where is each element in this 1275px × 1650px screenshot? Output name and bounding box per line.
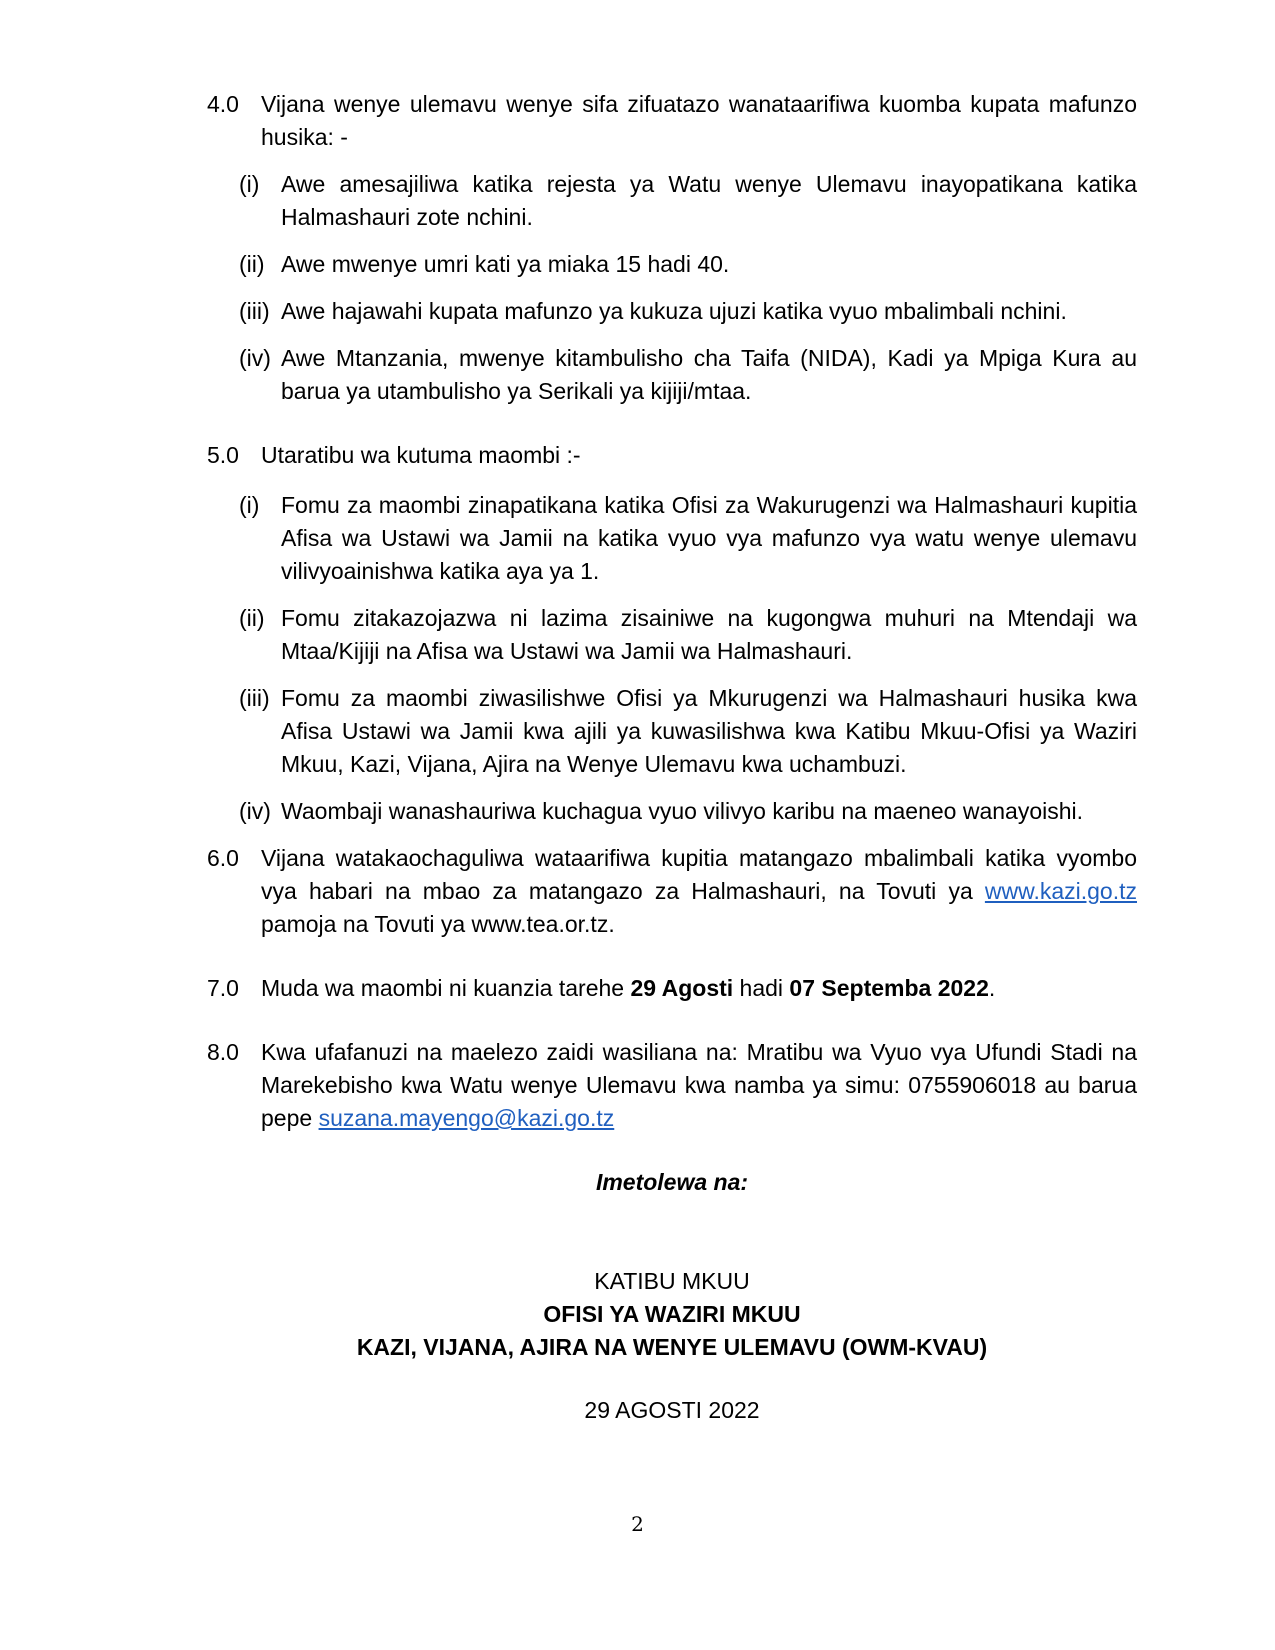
item-number: (iii) [239,685,270,711]
list-item [239,168,1137,234]
page-number: 2 [631,1512,644,1536]
section-text [261,1036,1137,1135]
section-6-text: Vijana watakaochaguliwa wataarifiwa kupitia matangazo mbalimbali katika vyombo vya habari na mbao za matangazo za Halmashauri, na Tovuti ya [261,845,1137,904]
section-7-text: Muda wa maombi ni kuanzia tarehe [261,975,631,1001]
section-6-text-end: pamoja na Tovuti ya www.tea.or.tz. [261,911,615,937]
list-item [239,248,1137,281]
issue-date: 29 AGOSTI 2022 [584,1397,760,1423]
section-number: 4.0 [207,91,239,117]
item-text: Awe amesajiliwa katika rejesta ya Watu wenye Ulemavu inayopatikana katika Halmashauri zote nchini. [281,171,1137,230]
item-text: Fomu za maombi ziwasilishwe Ofisi ya Mkurugenzi wa Halmashauri husika kwa Afisa Ustawi wa Jamii kwa ajili ya kuwasilishwa kwa Katibu Mkuu-Ofisi ya Waziri Mkuu, Kazi, Vijana, Ajira na Wenye Ulemavu kwa uchambuzi. [281,685,1137,777]
document-body [207,88,1137,1427]
section-5 [207,439,1137,472]
section-text: Utaratibu wa kutuma maombi :- [261,442,581,468]
kazi-website-link[interactable]: www.kazi.go.tz [984,878,1137,904]
section-number: 7.0 [207,975,239,1001]
section-7-period: . [988,975,996,1001]
list-item [239,602,1137,668]
section-text [261,842,1137,941]
section-8-text: Kwa ufafanuzi na maelezo zaidi wasiliana na: Mratibu wa Vyuo vya Ufundi Stadi na Marekebisho kwa Watu wenye Ulemavu kwa namba ya simu: 0755906018 au barua pepe [261,1039,1137,1131]
item-number: (i) [239,492,260,518]
section-6 [207,842,1137,941]
item-number: (iv) [239,798,271,824]
item-text: Fomu zitakazojazwa ni lazima zisainiwe na kugongwa muhuri na Mtendaji wa Mtaa/Kijiji na Afisa wa Ustawi wa Jamii wa Halmashauri. [281,605,1137,664]
item-number: (ii) [239,251,265,277]
section-7 [207,972,1137,1005]
list-item [239,682,1137,781]
item-text: Fomu za maombi zinapatikana katika Ofisi za Wakurugenzi wa Halmashauri kupitia Afisa wa Ustawi wa Jamii na katika vyuo vya mafunzo vya watu wenye ulemavu vilivyoainishwa katika aya ya 1. [281,492,1137,584]
section-number: 6.0 [207,845,239,871]
section-5-list [239,489,1137,828]
signatory-title: KATIBU MKUU [594,1268,750,1294]
item-number: (i) [239,171,260,197]
section-text [261,972,1137,1005]
ministry-name: KAZI, VIJANA, AJIRA NA WENYE ULEMAVU (OWM-KVAU) [356,1334,988,1360]
list-item [239,295,1137,328]
issued-by: Imetolewa na: [595,1169,749,1195]
office-name: OFISI YA WAZIRI MKUU [543,1301,801,1327]
item-text: Awe hajawahi kupata mafunzo ya kukuza ujuzi katika vyuo mbalimbali nchini. [281,298,1067,324]
section-text: Vijana wenye ulemavu wenye sifa zifuatazo wanataarifiwa kuomba kupata mafunzo husika: - [261,91,1137,150]
item-text: Awe mwenye umri kati ya miaka 15 hadi 40. [281,251,730,277]
item-text: Awe Mtanzania, mwenye kitambulisho cha Taifa (NIDA), Kadi ya Mpiga Kura au barua ya utambulisho ya Serikali ya kijiji/mtaa. [281,345,1137,404]
end-date: 07 Septemba 2022 [789,975,989,1001]
start-date: 29 Agosti [630,975,734,1001]
list-item [239,342,1137,408]
item-number: (iii) [239,298,270,324]
list-item [239,489,1137,588]
section-4-list [239,168,1137,408]
section-8 [207,1036,1137,1135]
section-number: 8.0 [207,1039,239,1065]
section-7-connector: hadi [733,975,790,1001]
list-item [239,795,1137,828]
item-text: Waombaji wanashauriwa kuchagua vyuo vilivyo karibu na maeneo wanayoishi. [281,798,1084,824]
email-link[interactable]: suzana.mayengo@kazi.go.tz [318,1105,615,1131]
section-4 [207,88,1137,154]
section-number: 5.0 [207,442,239,468]
item-number: (iv) [239,345,271,371]
item-number: (ii) [239,605,265,631]
